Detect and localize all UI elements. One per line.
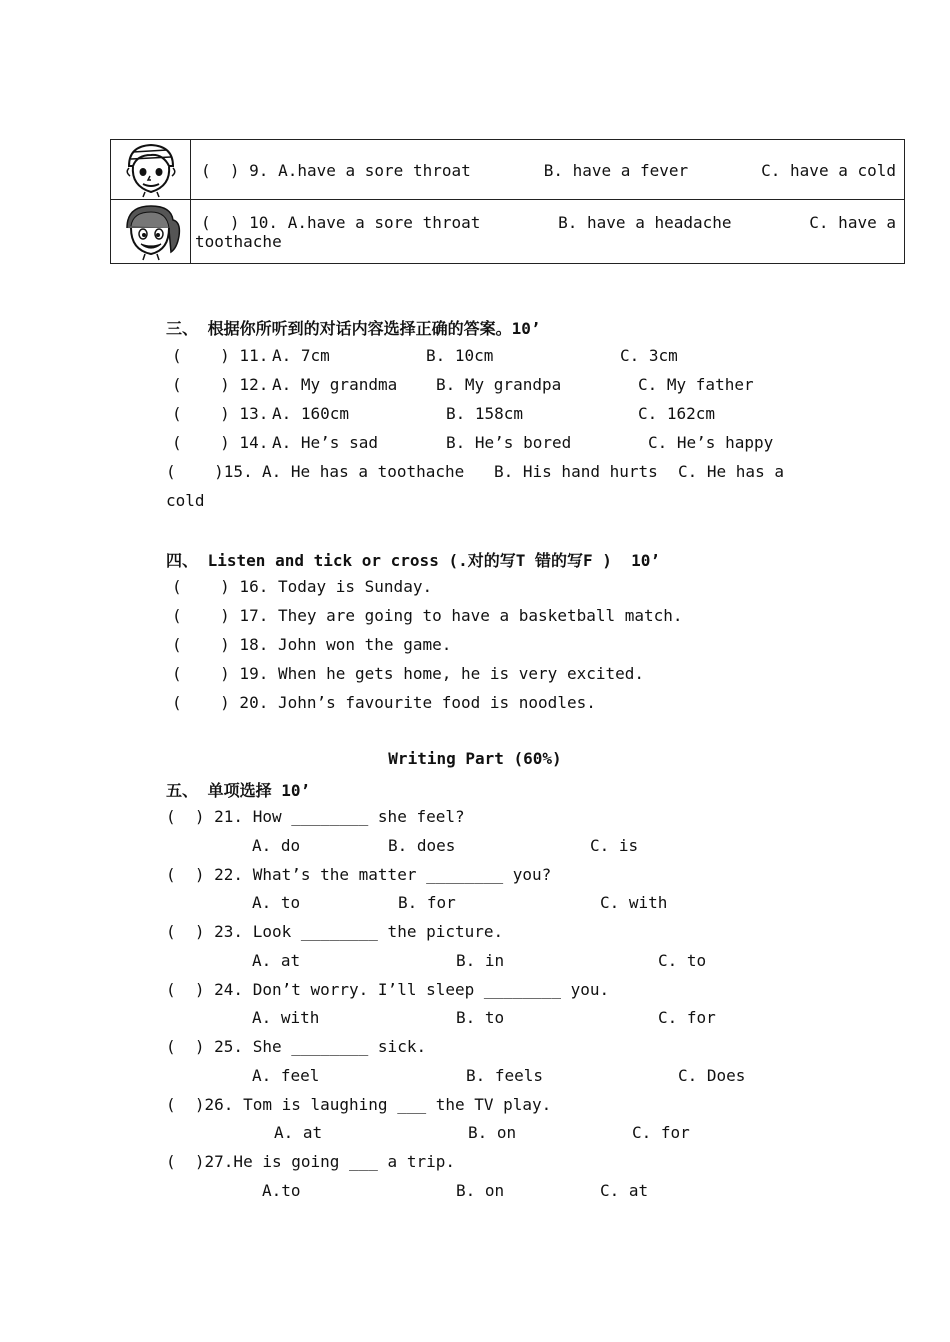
q9-option-a: A.have a sore throat [278,161,471,180]
q12-option-a: A. My grandma [272,375,398,394]
q16-line: ( ) 16. Today is Sunday. [172,577,433,596]
q24-option-b: B. to [456,1008,505,1027]
q18-line: ( ) 18. John won the game. [172,635,452,654]
q25-option-b: B. feels [466,1066,544,1085]
q23-option-a: A. at [252,951,301,970]
girl-face-icon [119,202,183,262]
q27-option-a: A.to [262,1181,301,1200]
q13-option-c: C. 162cm [638,404,716,423]
q9-line [201,161,896,180]
boy-picture-cell [111,140,191,199]
q21-option-c: C. is [590,836,639,855]
q24-option-c: C. for [658,1008,716,1027]
q13-option-a: A. 160cm [272,404,350,423]
q9-number: ( ) 9. [201,161,269,180]
q20-line: ( ) 20. John’s favourite food is noodles. [172,693,596,712]
q15-option-c: C. He has a [678,462,784,481]
q27-question: ( )27.He is going ___ a trip. [166,1152,455,1171]
q12-number: ( ) 12. [172,375,269,394]
writing-part-title: Writing Part (60%) [388,749,562,768]
q10-continuation: toothache [195,232,282,251]
section-3-title: 三、 根据你所听到的对话内容选择正确的答案。10’ [166,319,541,338]
boy-face-icon [119,142,181,198]
q15-option-b: B. His hand hurts [494,462,658,481]
q15-continuation: cold [166,491,205,510]
table-row-q9 [111,140,904,200]
q23-option-b: B. in [456,951,505,970]
q11-option-a: A. 7cm [272,346,330,365]
q15-number: ( )15. [166,462,253,481]
q27-option-b: B. on [456,1181,505,1200]
q21-question: ( ) 21. How ________ she feel? [166,807,465,826]
girl-picture-cell [111,200,191,263]
q21-option-b: B. does [388,836,456,855]
q12-option-c: C. My father [638,375,754,394]
q14-number: ( ) 14. [172,433,269,452]
q9-option-b: B. have a fever [543,161,689,180]
q14-option-b: B. He’s bored [446,433,572,452]
q21-option-a: A. do [252,836,301,855]
q9-option-c: C. have a cold [761,161,896,180]
q22-question: ( ) 22. What’s the matter ________ you? [166,865,552,884]
q10-number: ( ) 10. [201,213,279,232]
q26-option-b: B. on [468,1123,517,1142]
q11-option-b: B. 10cm [426,346,494,365]
q23-option-c: C. to [658,951,707,970]
q25-option-c: C. Does [678,1066,746,1085]
q24-option-a: A. with [252,1008,320,1027]
q14-option-a: A. He’s sad [272,433,378,452]
q26-option-c: C. for [632,1123,690,1142]
q25-option-a: A. feel [252,1066,320,1085]
q17-line: ( ) 17. They are going to have a basketball match. [172,606,683,625]
section-4-title: 四、 Listen and tick or cross (.对的写T 错的写F ) 10’ [166,551,661,570]
q27-option-c: C. at [600,1181,649,1200]
q11-option-c: C. 3cm [620,346,678,365]
q26-question: ( )26. Tom is laughing ___ the TV play. [166,1095,552,1114]
q25-question: ( ) 25. She ________ sick. [166,1037,427,1056]
q13-number: ( ) 13. [172,404,269,423]
q14-option-c: C. He’s happy [648,433,774,452]
q24-question: ( ) 24. Don’t worry. I’ll sleep ________ you. [166,980,610,999]
q22-option-c: C. with [600,893,668,912]
q11-number: ( ) 11. [172,346,269,365]
q10-line [201,213,896,232]
table-row-q10 [111,200,904,263]
q10-option-b: B. have a headache [558,213,732,232]
q22-option-a: A. to [252,893,301,912]
q10-option-a: A.have a sore throat [287,213,481,232]
q19-line: ( ) 19. When he gets home, he is very excited. [172,664,645,683]
question-table [110,139,905,264]
section-5-title: 五、 单项选择 10’ [166,781,311,800]
q10-option-c: C. have a [809,213,896,232]
q13-option-b: B. 158cm [446,404,524,423]
q15-option-a: A. He has a toothache [262,462,465,481]
q12-option-b: B. My grandpa [436,375,562,394]
q26-option-a: A. at [274,1123,323,1142]
q22-option-b: B. for [398,893,456,912]
q23-question: ( ) 23. Look ________ the picture. [166,922,504,941]
